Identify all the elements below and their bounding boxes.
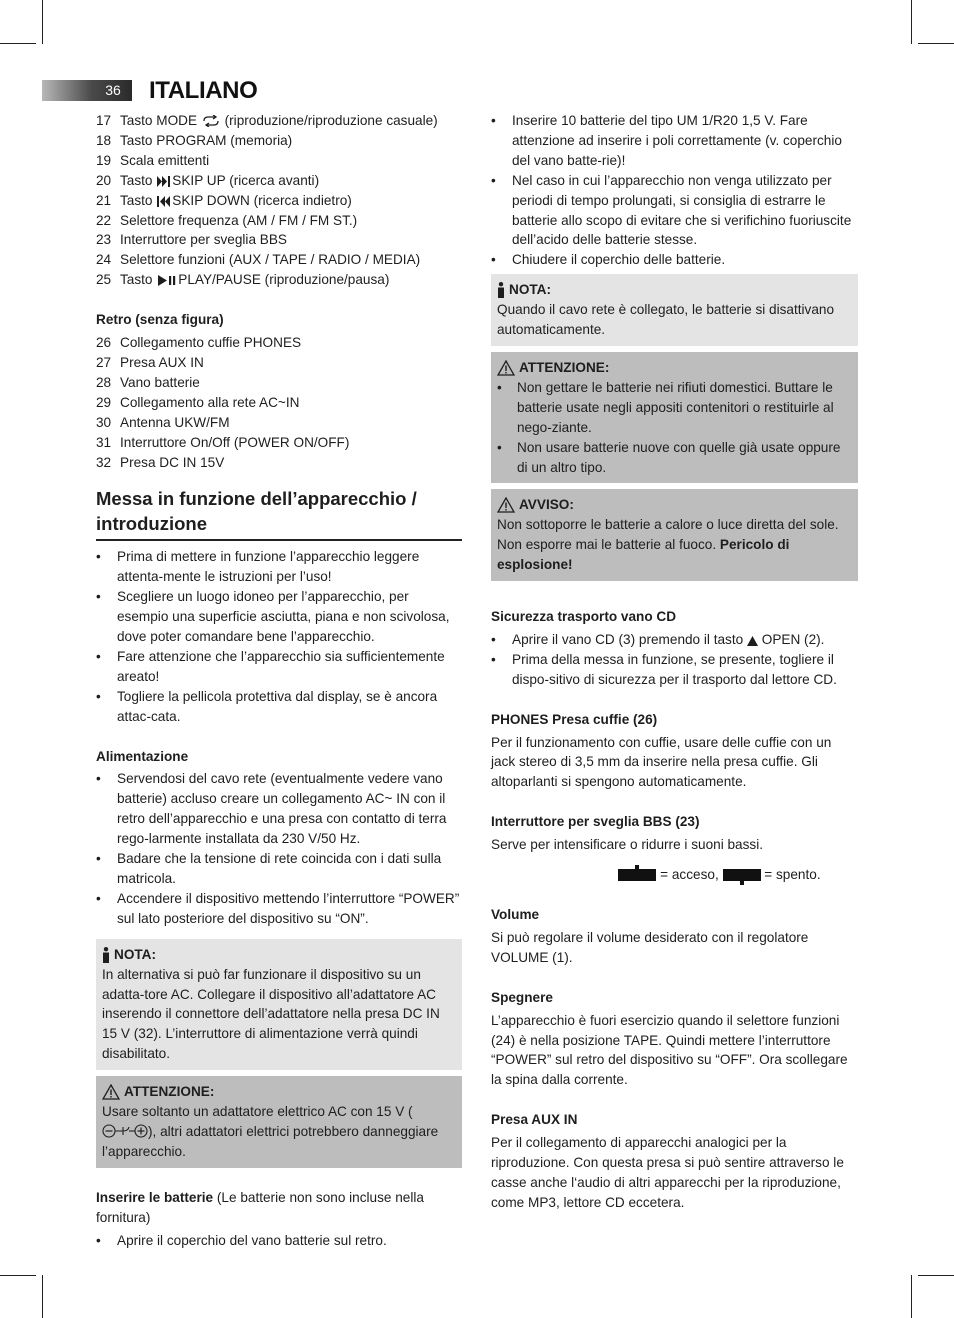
item-text: Selettore funzioni (AUX / TAPE / RADIO / MEDIA) [120,252,421,268]
warning-title-text: ATTENZIONE: [519,359,610,375]
repeat-icon [201,115,221,127]
bullet-text-part: OPEN (2). [757,631,825,647]
bullet-item: • Fare attenzione che l’apparecchio sia sufficientemente areato! [96,647,462,687]
item-text: Selettore frequenza (AM / FM / FM ST.) [120,212,358,228]
warning-title-text: ATTENZIONE: [124,1084,215,1100]
warning-icon [497,360,515,376]
item-text: Presa AUX IN [120,354,204,370]
item-number: 20 [96,172,112,188]
crop-mark [42,1275,43,1318]
warning-icon [497,497,515,513]
bullet-text: Accendere il dispositivo mettendo l’interruttore “POWER” sul lato posteriore del dispositivo su “ON”. [117,890,460,926]
battery-heading-note: (Le batterie non sono incluse nella fornitura) [96,1189,424,1225]
list-item [96,433,462,453]
item-text: SKIP UP (ricerca avanti) [172,172,320,188]
item-text: Tasto [120,272,153,288]
caution-box [491,489,858,581]
crop-mark [0,1275,36,1276]
caution-text [497,515,852,575]
section-title-line: Messa in funzione dell’apparecchio / [96,488,417,510]
page-title: ITALIANO [149,77,258,104]
bullet-text: Servendosi del cavo rete (eventualmente vedere vano batterie) accluso creare un collegamento AC~ IN con il retro dell’apparecchio e una presa con contatto di terra rego-larmente installata da 230 V/50 Hz. [117,771,447,847]
battery-bullets [491,111,858,270]
bbs-text: Serve per intensificare o ridurre i suoni bassi. [491,837,764,853]
bullet-item: • Accendere il dispositivo mettendo l’interruttore “POWER” sul lato posteriore del dispositivo su “ON”. [96,889,462,929]
item-text: SKIP DOWN (ricerca indietro) [172,192,352,208]
item-text: Scala emittenti [120,152,210,168]
item-text: Collegamento cuffie PHONES [120,335,302,351]
bullet-text: Badare che la tensione di rete coincida con i dati sulla matricola. [117,851,442,886]
item-number: 28 [96,374,112,390]
item-text: Tasto MODE [120,113,198,128]
bullet-item: • Prima di mettere in funzione l’apparecchio leggere attenta-mente le istruzioni per l’uso! [96,547,462,587]
bullet-text: Prima di mettere in funzione l’apparecchio leggere attenta-mente le istruzioni per l’uso! [117,549,420,585]
phones-text: Per il funzionamento con cuffie, usare delle cuffie con un jack stereo di 3,5 mm da inserire nella presa cuffie. Gli altoparlanti si spengono automaticamente. [491,734,832,790]
bullet-text: Chiudere il coperchio delle batterie. [512,252,726,268]
page-number: 36 [105,82,121,98]
crop-mark [911,1275,912,1318]
item-text: Tasto [120,192,153,208]
bullet-text-part: Aprire il vano CD (3) premendo il tasto [512,631,747,647]
caution-emphasis: Pericolo di esplosione! [497,537,790,573]
item-number: 27 [96,354,112,370]
off-text: L’apparecchio è fuori esercizio quando il selettore funzioni (24) è nella posizione TAPE. Quindi mettere l’interruttore “POWER” sul retro del dispositivo su “OFF”. Ora scollegare la spina dalla corrente. [491,1012,848,1088]
bullet-item: • Inserire 10 batterie del tipo UM 1/R20 1,5 V. Fare attenzione ad inserire i poli correttamente (v. coperchio del vano batte-rie)! [491,111,858,171]
list-item [96,211,462,231]
volume-text: Si può regolare il volume desiderato con il regolatore VOLUME (1). [491,929,809,965]
switch-off-icon [723,869,761,881]
bullet-text: Non gettare le batterie nei rifiuti domestici. Buttare le batterie usate negli appositi contenitori o restituirle al nego-ziante. [517,379,834,435]
note-title [102,945,456,965]
list-item [96,111,462,131]
bullet-text: Togliere la pellicola protettiva dal display, se è ancora attac-cata. [117,688,438,724]
intro-bullets [96,547,462,726]
item-text: Tasto PROGRAM (memoria) [120,132,293,148]
bullet-text: Scegliere un luogo idoneo per l’apparecchio, per esempio una superficie asciutta, piana e non scivolosa, dove poter comandare bene l’apparecchio. [117,589,450,645]
battery-heading [96,1188,462,1228]
list-item [96,333,462,353]
bullet-item: • Aprire il vano CD (3) premendo il tasto OPEN (2). [491,630,858,650]
power-bullets [96,769,462,928]
info-icon [102,947,110,963]
item-number: 30 [96,414,112,430]
list-item [96,191,462,211]
list-item [96,453,462,473]
list-item [96,230,462,250]
bullet-item: • Scegliere un luogo idoneo per l’apparecchio, per esempio una superficie asciutta, piana e non scivolosa, dove poter comandare bene l’apparecchio. [96,587,462,647]
bullet-item: • Togliere la pellicola protettiva dal display, se è ancora attac-cata. [96,687,462,727]
bbs-legend [491,865,858,885]
bullet-text: Aprire il coperchio del vano batterie sul retro. [117,1232,387,1248]
item-number: 24 [96,252,112,268]
item-text: Vano batterie [120,374,200,390]
list-item [96,250,462,270]
note-text: Quando il cavo rete è collegato, le batterie si disattivano automaticamente. [497,302,835,338]
bullet-item: • Prima della messa in funzione, se presente, togliere il dispo-sitivo di sicurezza per il trasporto dal lettore CD. [491,650,858,690]
bullet-item: • Non gettare le batterie nei rifiuti domestici. Buttare le batterie usate negli appositi contenitori o restituirle al nego-ziante. [497,378,852,438]
note-box [491,274,858,346]
item-text: Collegamento alla rete AC~IN [120,394,300,410]
list-item [96,131,462,151]
item-number: 25 [96,272,112,288]
list-item [96,413,462,433]
aux-text: Per il collegamento di apparecchi analogici per la riproduzione. Con questa presa si può sentire attraverso le casse anche l‘audio di altri apparecchi per la riproduzione, come MP3, lettore CD eccetera. [491,1135,844,1210]
right-column [491,111,858,1213]
rear-list [96,333,462,472]
skip-prev-icon [156,196,172,207]
skip-next-icon [156,176,172,187]
volume-heading: Volume [491,907,540,922]
note-box [96,939,462,1070]
bullet-text: Nel caso in cui l’apparecchio non venga utilizzato per periodi di tempo prolungati, si consiglia di estrarre le batterie allo scopo di evitare che si verifichino fuoriuscite dell’acido delle batterie stesse. [512,172,852,248]
note-title-text: NOTA: [114,946,157,962]
item-number: 31 [96,434,112,450]
bullet-item: • Chiudere il coperchio delle batterie. [491,250,858,270]
bullet-text: Inserire 10 batterie del tipo UM 1/R20 1,5 V. Fare attenzione ad inserire i poli correttamente (v. coperchio del vano batte-rie)! [512,113,842,168]
item-number: 17 [96,113,112,128]
warning-title [102,1082,456,1102]
crop-mark [918,43,954,44]
bullet-text: Prima della messa in funzione, se presente, togliere il dispo-sitivo di sicurezza per il trasporto dal lettore CD. [512,651,837,687]
item-number: 32 [96,454,112,470]
item-text: PLAY/PAUSE (riproduzione/pausa) [178,272,390,288]
power-heading: Alimentazione [96,748,189,764]
controls-list [96,111,462,290]
bbs-on-label: = acceso, [660,867,719,883]
warning-icon [102,1084,120,1100]
note-text: In alternativa si può far funzionare il dispositivo su un adatta-tore AC. Collegare il dispositivo all’adattatore AC inserendo il connettore dell’adattatore nella presa DC IN 15 V (32). L’interruttore di alimentazione verrà quindi disabilitato. [102,966,440,1062]
polarity-icon [102,1124,148,1138]
note-title-text: NOTA: [509,282,552,298]
cd-heading: Sicurezza trasporto vano CD [491,609,677,625]
warning-text-part: ), altri adattatori elettrici potrebbero danneggiare l’apparecchio. [102,1123,439,1159]
caution-title-text: AVVISO: [519,497,574,513]
switch-on-icon [618,869,656,881]
list-item [96,393,462,413]
caution-text-part: Non sottoporre le batterie a calore o luce diretta del sole. Non esporre mai le batterie al fuoco. [497,517,839,553]
list-item [96,270,462,290]
caution-title [497,495,852,515]
warning-box [96,1076,462,1168]
item-number: 19 [96,152,112,168]
bullet-item: • Nel caso in cui l’apparecchio non venga utilizzato per periodi di tempo prolungati, si consiglia di estrarre le batterie allo scopo di evitare che si verifichino fuoriuscite dell’acido delle batterie stesse. [491,171,858,251]
list-item [96,373,462,393]
bullet-item: • Non usare batterie nuove con quelle già usate oppure di un altro tipo. [497,438,852,478]
item-text: Antenna UKW/FM [120,414,230,430]
item-number: 18 [96,132,112,148]
off-heading: Spegnere [491,989,553,1005]
rear-heading: Retro (senza figura) [96,312,224,328]
warning-box [491,352,858,483]
crop-mark [918,1275,954,1276]
eject-icon [747,636,758,646]
section-title-line: introduzione [96,513,207,535]
item-text: Tasto [120,172,153,188]
warning-text-part: Usare soltanto un adattatore elettrico AC con 15 V ( [102,1104,413,1120]
play-pause-icon [156,275,178,286]
crop-mark [42,0,43,44]
crop-mark [0,43,36,44]
info-icon [497,282,505,298]
bullet-item: • Badare che la tensione di rete coincida con i dati sulla matricola. [96,849,462,889]
warning-text [102,1102,456,1162]
item-number: 21 [96,192,112,208]
list-item [96,353,462,373]
battery-heading-text: Inserire le batterie [96,1189,214,1205]
aux-heading: Presa AUX IN [491,1112,578,1128]
list-item [96,171,462,191]
item-text: Presa DC IN 15V [120,454,225,470]
item-text: (riproduzione/riproduzione casuale) [220,113,438,128]
bullet-text: Non usare batterie nuove con quelle già usate oppure di un altro tipo. [517,439,841,475]
warning-title [497,358,852,378]
bullet-item: • Aprire il coperchio del vano batterie sul retro. [96,1231,462,1251]
bullet-text [512,630,858,650]
list-item [96,151,462,171]
item-text: Interruttore per sveglia BBS [120,232,287,248]
item-number: 23 [96,232,112,248]
bullet-text: Fare attenzione che l’apparecchio sia sufficientemente areato! [117,648,445,684]
item-number: 26 [96,335,112,351]
left-column [96,111,462,1251]
section-title [96,486,462,541]
bbs-off-label: = spento. [764,867,821,883]
item-number: 29 [96,394,112,410]
bbs-heading: Interruttore per sveglia BBS (23) [491,814,700,830]
note-title [497,280,852,300]
phones-heading: PHONES Presa cuffie (26) [491,711,658,727]
item-number: 22 [96,212,112,228]
bullet-item: • Servendosi del cavo rete (eventualmente vedere vano batterie) accluso creare un collegamento AC~ IN con il retro dell’apparecchio e una presa con contatto di terra rego-larmente installata da 230 V/50 Hz. [96,769,462,849]
item-text: Interruttore On/Off (POWER ON/OFF) [120,434,350,450]
crop-mark [911,0,912,44]
